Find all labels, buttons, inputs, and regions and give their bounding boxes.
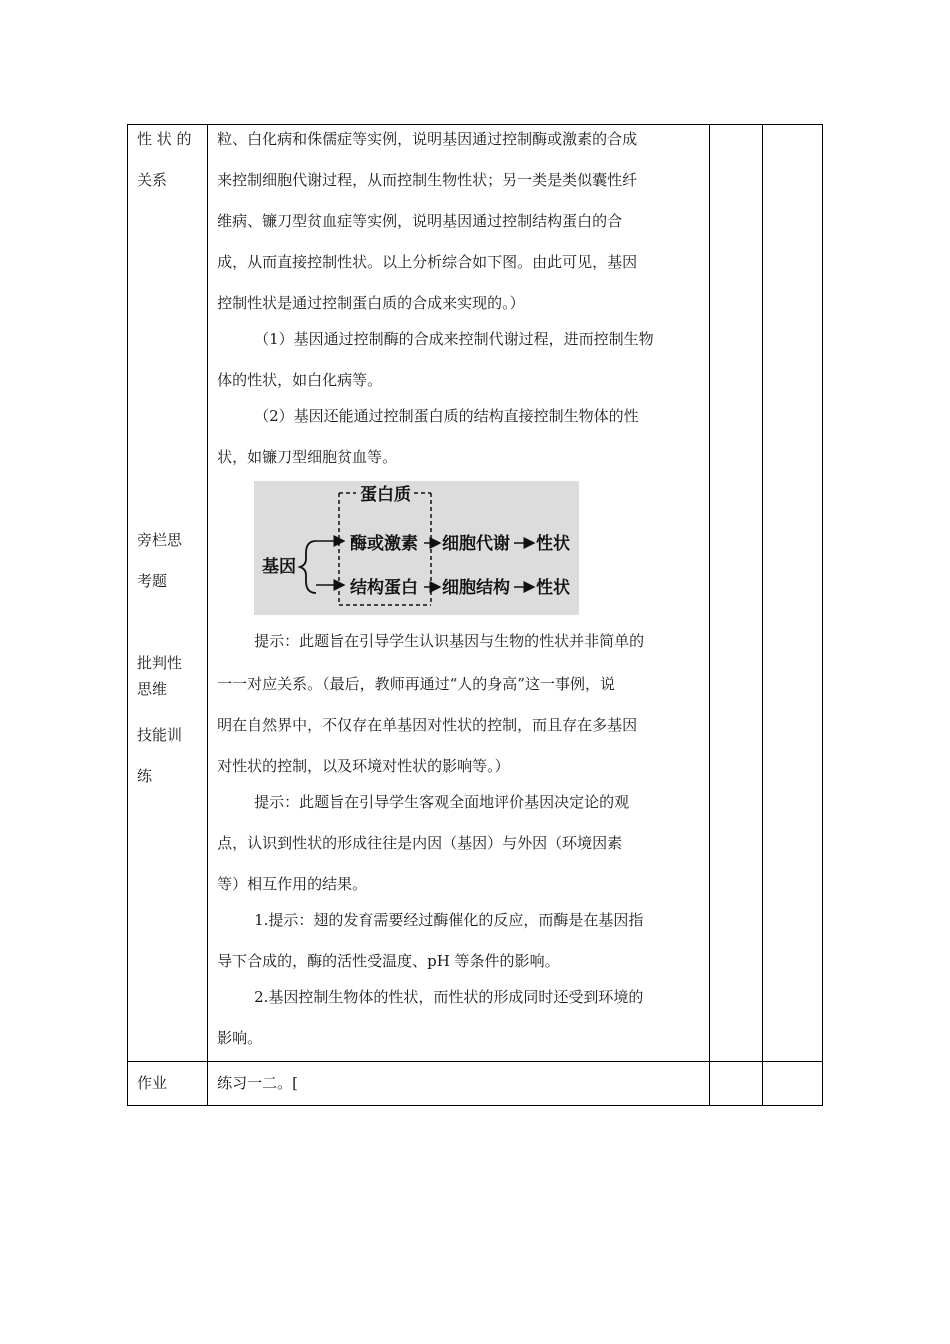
paragraph-line: 影响。 (217, 1029, 263, 1047)
diagram-protein-label: 蛋白质 (360, 485, 412, 505)
gene-trait-diagram (254, 481, 579, 615)
paragraph-line: 提示：此题旨在引导学生认识基因与生物的性状并非简单的 (254, 632, 645, 650)
side-label: 技能训 (137, 726, 183, 744)
content-row (128, 125, 823, 1062)
paragraph-line: 导下合成的，酶的活性受温度、pH 等条件的影响。 (217, 952, 560, 970)
lesson-table (127, 124, 823, 1106)
paragraph-line: 体的性状，如白化病等。 (217, 371, 383, 389)
paragraph-line: 等）相互作用的结果。 (217, 875, 368, 893)
paragraph-line: （2）基因还能通过控制蛋白质的结构直接控制生物体的性 (254, 407, 639, 425)
paragraph-line: 来控制细胞代谢过程，从而控制生物性状；另一类是类似囊性纤 (217, 171, 638, 189)
diagram-metabolism-label: 细胞代谢 (442, 534, 511, 554)
main-content-cell (208, 125, 710, 1062)
side-label-cell (128, 125, 208, 1062)
paragraph-line: 维病、镰刀型贫血症等实例，说明基因通过控制结构蛋白的合 (217, 212, 623, 230)
side-label: 思维 (137, 680, 168, 698)
side-label: 性 状 的 (137, 130, 192, 148)
diagram-gene-label: 基因 (262, 557, 297, 577)
paragraph-line: （1）基因通过控制酶的合成来控制代谢过程，进而控制生物 (254, 330, 654, 348)
side-label: 考题 (137, 572, 168, 590)
empty-cell (762, 1062, 822, 1106)
side-label: 批判性 (137, 654, 183, 672)
paragraph-line: 成，从而直接控制性状。以上分析综合如下图。由此可见，基因 (217, 253, 638, 271)
homework-label: 作业 (128, 1062, 208, 1106)
side-label: 关系 (137, 171, 168, 189)
side-label: 练 (137, 767, 153, 785)
paragraph-line: 1.提示：翅的发育需要经过酶催化的反应，而酶是在基因指 (254, 911, 644, 929)
empty-cell (709, 1062, 762, 1106)
paragraph-line: 粒、白化病和侏儒症等实例，说明基因通过控制酶或激素的合成 (217, 130, 638, 148)
paragraph-line: 点，认识到性状的形成往往是内因（基因）与外因（环境因素 (217, 834, 623, 852)
paragraph-line: 一一对应关系。（最后，教师再通过“人的身高”这一事例，说 (217, 675, 615, 693)
paragraph-line: 提示：此题旨在引导学生客观全面地评价基因决定论的观 (254, 793, 630, 811)
brace-icon (300, 541, 316, 593)
paragraph-line: 对性状的控制，以及环境对性状的影响等。） (217, 757, 510, 775)
diagram-trait-label: 性状 (536, 578, 571, 598)
paragraph-line: 状，如镰刀型细胞贫血等。 (217, 448, 398, 466)
diagram-structural-label: 结构蛋白 (350, 578, 419, 598)
empty-cell (709, 125, 762, 1062)
empty-cell (762, 125, 822, 1062)
diagram-trait-label: 性状 (536, 534, 571, 554)
paragraph-line: 控制性状是通过控制蛋白质的合成来实现的。） (217, 294, 525, 312)
homework-row (128, 1062, 823, 1106)
paragraph-line: 明在自然界中，不仅存在单基因对性状的控制，而且存在多基因 (217, 716, 638, 734)
diagram-cell-structure-label: 细胞结构 (442, 578, 511, 598)
homework-content: 练习一二。[ (208, 1062, 710, 1106)
paragraph-line: 2.基因控制生物体的性状，而性状的形成同时还受到环境的 (254, 988, 644, 1006)
diagram-enzyme-label: 酶或激素 (350, 534, 419, 554)
side-label: 旁栏思 (137, 531, 183, 549)
